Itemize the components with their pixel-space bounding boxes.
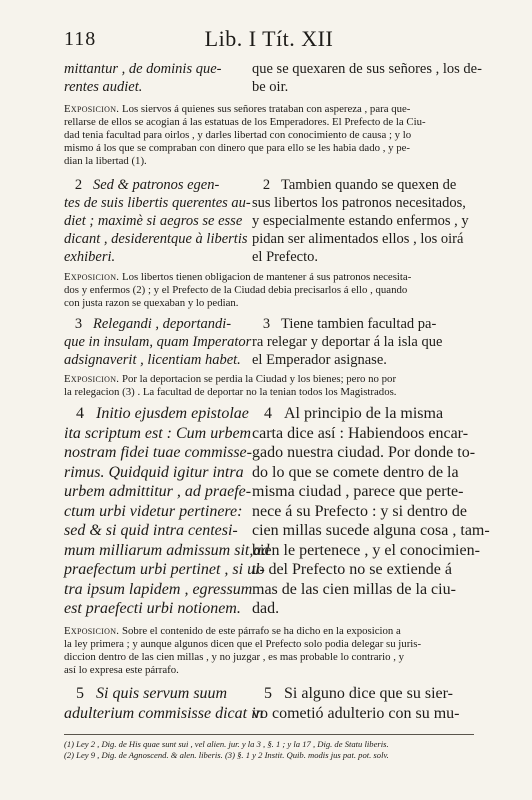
spanish-line: bien le pertenece , y el conocimien- [252,541,480,559]
spanish-line: Al principio de la misma [284,405,444,422]
latin-line: praefectum urbi pertinet , si ul- [64,561,265,578]
latin-line: Initio ejusdem epistolae [96,405,249,422]
latin-line: rentes audiet. [64,79,143,95]
exposicion-label: Exposicion. [64,271,120,283]
paragraph-number: 4 [264,405,272,422]
latin-line: Sed & patronos egen- [93,177,220,193]
section-2-spanish [252,176,474,266]
footnotes [64,739,474,761]
spanish-line: be oir. [252,79,289,95]
latin-line: dicant , desiderentque à libertis [64,231,248,247]
latin-line: rimus. Quidquid igitur intra [64,463,244,481]
latin-line: urbem admittitur , ad praefe- [64,483,252,500]
latin-line: Si quis servum suum [96,685,228,702]
footnote: (1) Ley 2 , Dig. de His quae sunt sui , vel alien. jur. y la 3 , §. 1 ; y la 17 , Dig. de Statu liberis. [64,739,389,749]
exposicion-line: Por la deportacion se perdia la Ciudad y los bienes; pero no por [121,373,397,385]
exposicion-4 [64,625,474,677]
latin-line: mittantur , de dominis que- [64,61,222,77]
exposicion-line: con justa razon se quexaban y lo pedian. [64,297,239,309]
spanish-line: nece á su Prefecto : y si dentro de [252,502,468,520]
exposicion-line: Los siervos á quienes sus señores trataban con aspereza , para que- [121,103,411,115]
latin-line: mum milliarum admissum sit,ad [64,541,270,559]
spanish-line: el Prefecto. [252,249,319,265]
exposicion-line: así lo expresa este párrafo. [64,664,179,676]
latin-line: ctum urbi videtur pertinere: [64,502,243,520]
intro-latin [64,60,242,96]
paragraph-number: 3 [74,316,83,332]
spanish-line: cien millas sucede alguna cosa , tam- [252,522,490,539]
latin-line: tra ipsum lapidem , egressum [64,580,253,598]
latin-line: tes de suis libertis querentes au- [64,195,251,211]
section-4-spanish [252,404,490,619]
latin-line: exhiberi. [64,249,116,265]
spanish-line: do lo que se comete dentro de la [252,463,459,481]
latin-line: sed & si quid intra centesi- [64,522,238,539]
spanish-line: gado nuestra ciudad. Por donde to- [252,444,476,461]
spanish-line: que se quexaren de sus señores , los de- [252,61,482,77]
latin-line: adsignaverit , licentiam habet. [64,352,241,368]
spanish-line: pidan ser alimentados ellos , los oirá [252,231,464,247]
exposicion-line: dos y enfermos (2) ; y el Prefecto de la Ciudad debia precisarlos á ello , quando [64,284,408,296]
footnote-rule [64,734,474,735]
page-number: 118 [64,28,97,50]
section-3-spanish [252,315,474,369]
exposicion-line: diccion dentro de las cien millas , y no juzgar , es mas probable lo contrario , y [64,651,405,663]
paragraph-number: 3 [262,316,271,332]
exposicion-line: dian la libertad (1). [64,155,147,167]
section-5-latin [64,684,264,723]
exposicion-line: mismo á los que se compraban con dinero que para ello se les habia dado , y pe- [64,142,410,154]
paragraph-number: 2 [262,177,271,193]
spanish-line: vo cometió adulterio con su mu- [252,704,460,722]
exposicion-1 [64,103,474,168]
spanish-line: Tambien quando se quexen de [281,177,457,193]
exposicion-line: Los libertos tienen obligacion de mantener á sus patronos necesita- [121,271,412,283]
exposicion-label: Exposicion. [64,373,120,385]
exposicion-3 [64,373,474,399]
exposicion-line: la relegacion (3) . La facultad de deportar no la tenian todos los Magistrados. [64,386,397,398]
section-3-latin [64,315,252,369]
spanish-line: sus libertos los patronos necesitados, [252,195,466,211]
exposicion-line: Sobre el contenido de este párrafo se ha dicho en la exposicion a [121,625,401,637]
spanish-line: dad. [252,600,280,617]
paragraph-number: 5 [76,685,84,702]
exposicion-line: rellarse de ellos se acogian á las estatuas de los Emperadores. El Prefecto de la Ciu- [64,116,426,128]
section-2-latin [64,176,251,266]
intro-spanish [252,60,482,96]
exposicion-label: Exposicion. [64,625,120,637]
section-5-spanish [252,684,474,723]
latin-line: que in insulam, quam Imperator [64,334,252,350]
exposicion-2 [64,271,474,310]
latin-line: adulterium commisisse dicat in [64,704,264,722]
spanish-line: carta dice así : Habiendoos encar- [252,424,469,442]
paragraph-number: 5 [264,685,272,702]
latin-line: Relegandi , deportandi- [93,316,232,332]
exposicion-line: la ley primera ; y aunque algunos dicen que el Prefecto solo podia delegar su juris- [64,638,422,650]
latin-line: ita scriptum est : Cum urbem [64,424,252,442]
paragraph-number: 4 [76,405,84,422]
spanish-line: misma ciudad , parece que perte- [252,483,464,500]
spanish-line: Tiene tambien facultad pa- [281,316,437,332]
latin-line: diet ; maximè si aegros se esse [64,213,243,229]
running-title: Lib. I Tít. XII [204,26,334,51]
spanish-line: mas de las cien millas de la ciu- [252,580,456,598]
spanish-line: y especialmente estando enfermos , y [252,213,469,229]
spanish-line: Si alguno dice que su sier- [284,685,453,702]
latin-line: est praefecti urbi notionem. [64,600,241,617]
running-head [64,24,474,52]
spanish-line: ra relegar y deportar á la isla que [252,334,443,350]
footnote: (2) Ley 9 , Dig. de Agnoscend. & alen. liberis. (3) §. 1 y 2 Instit. Quib. modis jus pat. pot. solv. [64,750,389,760]
paragraph-number: 2 [74,177,83,193]
latin-line: nostram fidei tuae commisse- [64,444,252,461]
spanish-line: el Emperador asignase. [252,352,387,368]
spanish-line: to del Prefecto no se extiende á [252,561,452,578]
exposicion-line: dad tenia facultad para oirlos , y darles libertad con conocimiento de causa ; y lo [64,129,412,141]
exposicion-label: Exposicion. [64,103,120,115]
